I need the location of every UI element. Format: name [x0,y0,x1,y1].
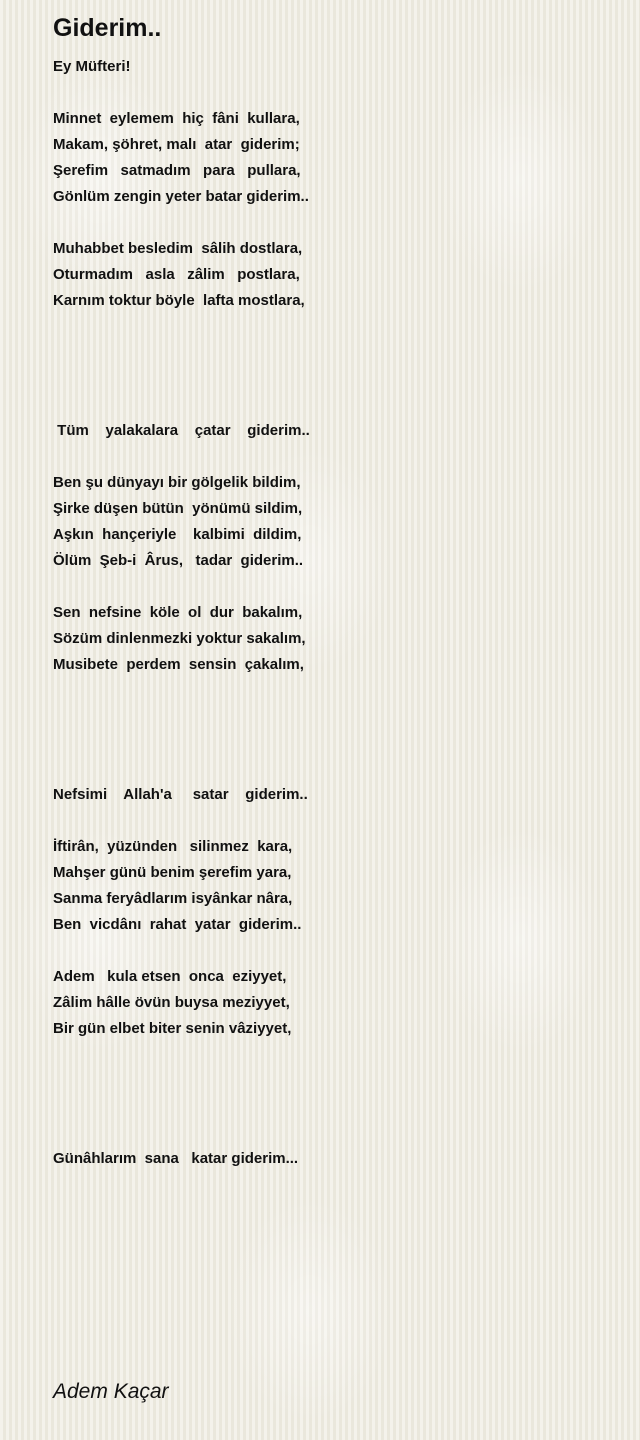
blank-line [53,340,473,366]
poem-line: Muhabbet besledim sâlih dostlara, [53,240,303,257]
poem-line: Şerefim satmadım para pullara, [53,162,301,179]
poem-line: Günâhlarım sana katar giderim... [53,1150,299,1167]
poem-title: Giderim.. [53,14,162,42]
blank-line [53,704,473,730]
poem-line: Ey Müfteri! [53,58,131,75]
blank-line [53,314,473,340]
poem-line: Oturmadım asla zâlim postlara, [53,266,300,283]
poem-line: Nefsimi Allah'a satar giderim.. [53,786,308,803]
poem-line: Zâlim hâlle övün buysa meziyyet, [53,994,290,1011]
blank-line [53,678,473,704]
poem-line: Ben vicdânı rahat yatar giderim.. [53,916,302,933]
blank-line [53,1042,473,1068]
blank-line [53,808,473,834]
poem-line: Sanma feryâdlarım isyânkar nâra, [53,890,293,907]
blank-line [53,756,473,782]
poem-line: Ölüm Şeb-i Ârus, tadar giderim.. [53,552,304,569]
poem-line: Sen nefsine köle ol dur bakalım, [53,604,303,621]
poem-body [53,54,473,1172]
blank-line [53,1068,473,1094]
poem-line: Bir gün elbet biter senin vâziyyet, [53,1020,292,1037]
poem-line: Mahşer günü benim şerefim yara, [53,864,292,881]
poem-line: Karnım toktur böyle lafta mostlara, [53,292,305,309]
blank-line [53,80,473,106]
blank-line [53,444,473,470]
blank-line [53,392,473,418]
poem-line: Gönlüm zengin yeter batar giderim.. [53,188,309,205]
poem-line: Sözüm dinlenmezki yoktur sakalım, [53,630,306,647]
blank-line [53,210,473,236]
author-signature: Adem Kaçar [53,1380,169,1403]
blank-line [53,730,473,756]
poem-line: Makam, şöhret, malı atar giderim; [53,136,300,153]
poem-line: Aşkın hançeriyle kalbimi dildim, [53,526,302,543]
poem-line: Şirke düşen bütün yönümü sildim, [53,500,303,517]
poem-line: İftirân, yüzünden silinmez kara, [53,838,293,855]
poem-line: Minnet eylemem hiç fâni kullara, [53,110,300,127]
poem-line: Tüm yalakalara çatar giderim.. [53,422,310,439]
poem-line: Ben şu dünyayı bir gölgelik bildim, [53,474,301,491]
blank-line [53,366,473,392]
blank-line [53,1120,473,1146]
blank-line [53,1094,473,1120]
poem-line: Adem kula etsen onca eziyyet, [53,968,287,985]
blank-line [53,574,473,600]
blank-line [53,938,473,964]
poem-line: Musibete perdem sensin çakalım, [53,656,304,673]
